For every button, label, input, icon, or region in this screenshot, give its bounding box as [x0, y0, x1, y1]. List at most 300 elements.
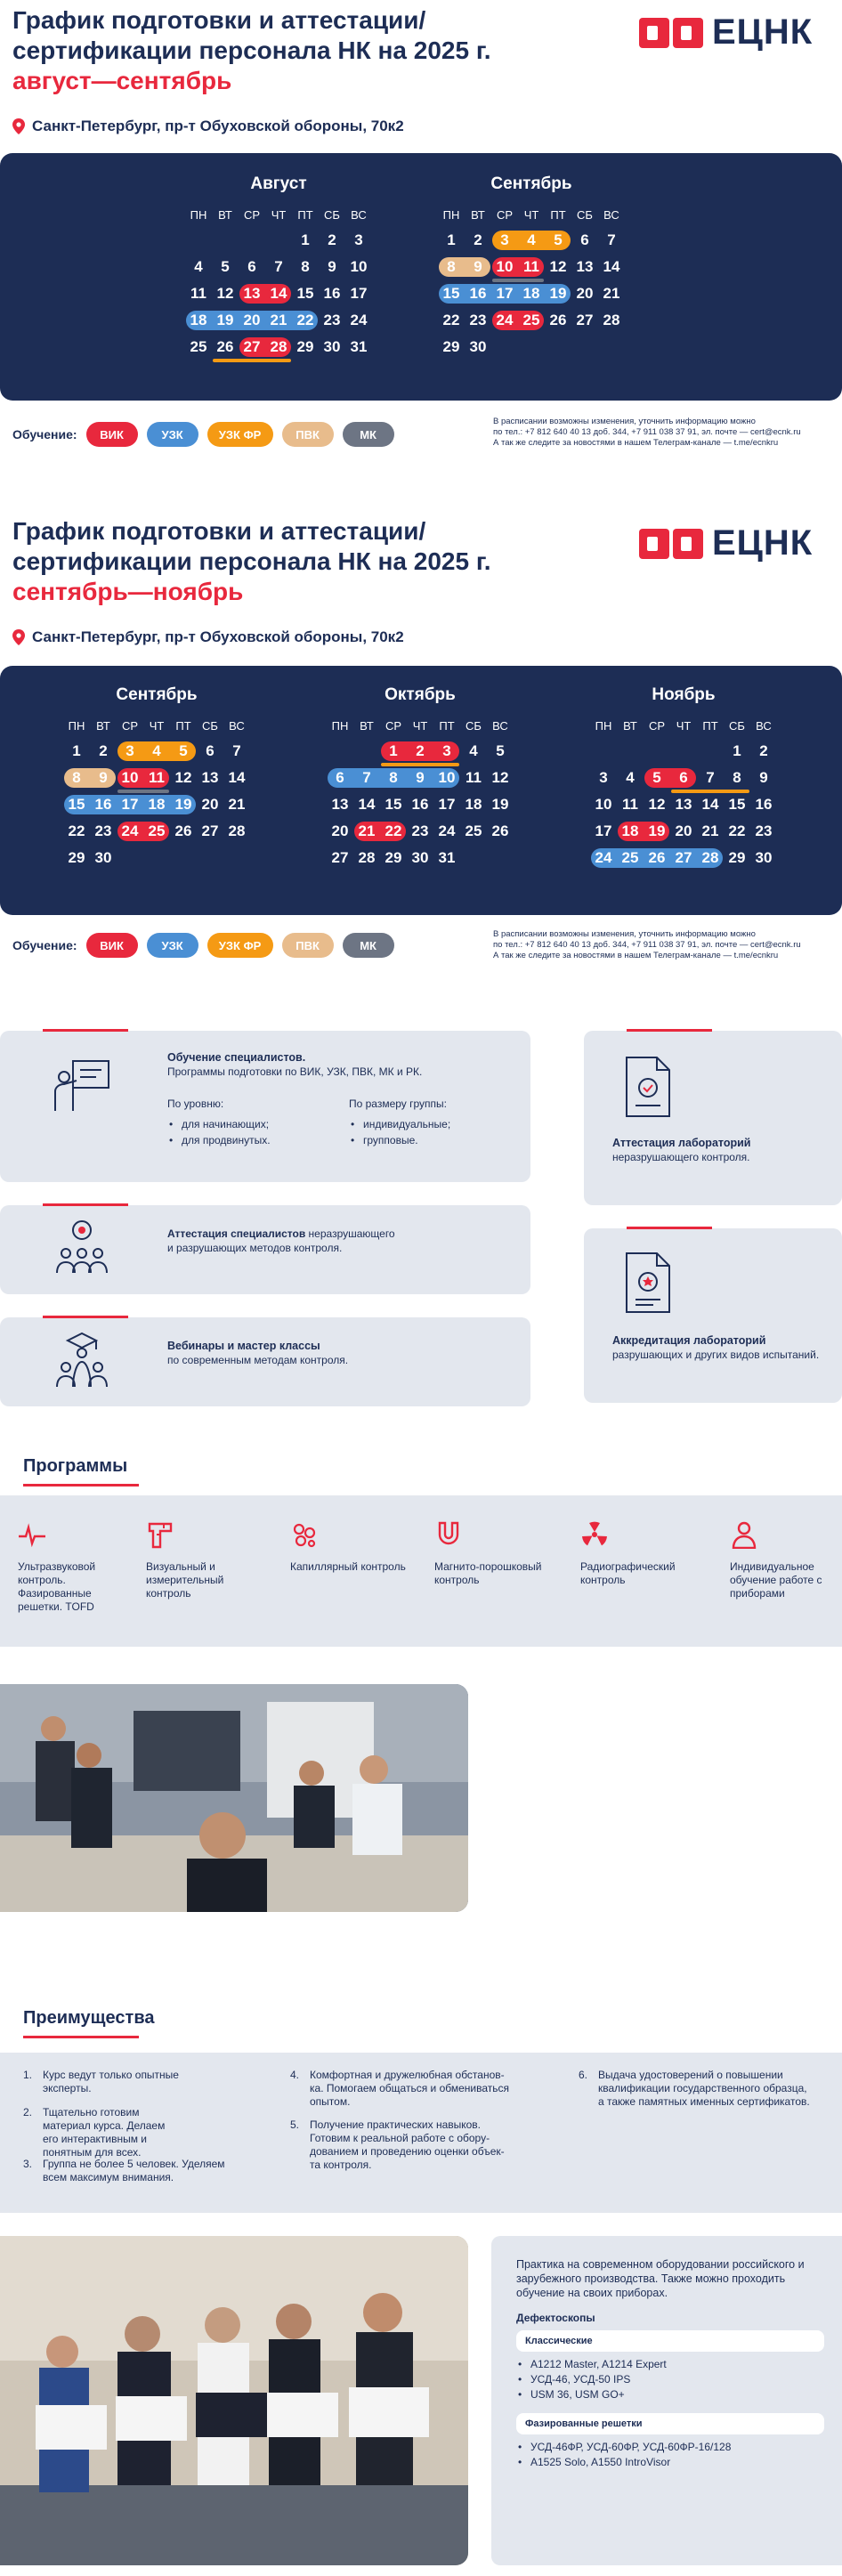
calendar-day: 15 [296, 285, 314, 302]
calendar-day: 7 [232, 742, 241, 759]
equipment-head: Дефектоскопы [516, 2312, 595, 2324]
advantage-text: Группа не более 5 человек. Уделяем всем максимум внимания. [43, 2158, 225, 2183]
list-item: • УСД-46, УСД-50 IPS [516, 2372, 824, 2387]
title-underline [23, 1484, 139, 1486]
weekday-label: ВТ [360, 719, 374, 733]
badge-mk: МК [343, 933, 394, 958]
calendar-day: 7 [274, 258, 283, 275]
calendar-week [185, 254, 372, 280]
calendar-day: 5 [179, 742, 188, 759]
advantage-number: 4. [290, 2069, 300, 2081]
calendar-day: 18 [621, 822, 639, 839]
calendar-day: 28 [270, 338, 287, 355]
calendar-day: 28 [603, 312, 620, 328]
weekday-label: СР [648, 719, 666, 733]
calendar-day: 17 [350, 285, 368, 302]
person-icon [730, 1520, 758, 1549]
schedule2-title-line1: График подготовки и аттестации/ [12, 517, 426, 545]
calendar-day: 22 [68, 822, 85, 839]
magnet-icon [434, 1520, 463, 1549]
calendar-day: 16 [411, 796, 429, 813]
calendar-week [185, 280, 372, 307]
weekday-label: ЧТ [523, 208, 539, 222]
title-underline [23, 2036, 139, 2038]
calendar-day: 1 [389, 742, 398, 759]
schedule2-title-line2: сертификации персонала НК на 2025 г. [12, 547, 491, 575]
course-period-underline [117, 790, 169, 793]
program-item [146, 1520, 262, 1600]
calendar-day: 10 [438, 769, 456, 786]
program-label: Ультразвуковой контроль. Фазированные решетки. TOFD [18, 1560, 96, 1613]
calendar-day: 9 [99, 769, 108, 786]
list-item: • A1525 Solo, A1550 IntroVisor [516, 2455, 824, 2470]
calendar-week [590, 845, 777, 871]
calendar-day: 9 [328, 258, 336, 275]
badge-vik: ВИК [86, 422, 138, 447]
calendar-week [63, 818, 250, 845]
card-training [0, 1031, 530, 1182]
calendar-day: 6 [580, 231, 589, 248]
calendar-day: 30 [755, 849, 773, 866]
calendar-day: 20 [576, 285, 594, 302]
calendar-day: 26 [174, 822, 192, 839]
advantage-number: 6. [579, 2069, 588, 2081]
calendar-day: 19 [174, 796, 192, 813]
calendar-day: 1 [447, 231, 456, 248]
weekday-label: СБ [466, 719, 482, 733]
legend-2 [12, 933, 394, 958]
program-label: Радиографический контроль [580, 1560, 676, 1586]
weekday-label: ВТ [96, 719, 110, 733]
program-item [580, 1520, 696, 1587]
calendar-day: 4 [626, 769, 635, 786]
calendar-day: 30 [323, 338, 341, 355]
note-line3: А так же следите за новостями в нашем Телеграм-канале — t.me/ecnkru [493, 438, 779, 448]
programs-heading [23, 1456, 139, 1486]
calendar-day: 24 [595, 849, 612, 866]
weekday-label: ПТ [175, 719, 191, 733]
calendar-week [63, 765, 250, 791]
certificate-icon [623, 1056, 673, 1118]
attestation-spec-rest: неразрушающего [305, 1227, 395, 1240]
ruler-icon [146, 1520, 174, 1549]
calendar-day: 26 [491, 822, 509, 839]
weekday-label: ВС [603, 208, 619, 222]
calendar-day: 25 [522, 312, 540, 328]
program-label: Индивидуальное обучение работе с приборами [730, 1560, 822, 1600]
calendar-day: 22 [385, 822, 402, 839]
advantage-text: Выдача удостоверений о повышении квалификации государственного образца, а также памятных именных сертификатов. [598, 2069, 810, 2108]
advantages-title: Преимущества [23, 2008, 155, 2028]
radiation-icon [580, 1520, 609, 1549]
logo-text: ЕЦНК [712, 12, 814, 52]
calendar-day: 18 [465, 796, 482, 813]
advantage-text: Комфортная и дружелюбная обстанов-ка. Помогаем общаться и обмениваться опытом. [310, 2069, 510, 2108]
calendar-day: 13 [201, 769, 219, 786]
card-attestation-spec [0, 1205, 530, 1294]
calendar-day: 16 [755, 796, 773, 813]
weekday-row [327, 719, 514, 733]
card-accent [627, 1227, 712, 1229]
calendar-day: 27 [331, 849, 349, 866]
location-pin-icon [12, 629, 25, 645]
calendar-day: 31 [350, 338, 368, 355]
calendar-day: 27 [201, 822, 219, 839]
badge-vik: ВИК [86, 933, 138, 958]
logo-mark-icon [639, 529, 703, 559]
advantage-number: 3. [23, 2158, 33, 2170]
program-item [730, 1520, 837, 1600]
calendar-day: 1 [733, 742, 741, 759]
month-title: Сентябрь [490, 174, 572, 193]
schedule2-header [12, 516, 490, 607]
calendar-day: 22 [728, 822, 746, 839]
program-item [434, 1520, 550, 1587]
calendar-day: 25 [621, 849, 639, 866]
calendar-day: 28 [228, 822, 246, 839]
calendar-day: 5 [652, 769, 661, 786]
calendar-day: 25 [148, 822, 166, 839]
weekday-label: СБ [577, 208, 593, 222]
equipment-classic-title: Классические [516, 2330, 824, 2352]
weekday-label: ПТ [439, 719, 455, 733]
calendar-day: 24 [121, 822, 139, 839]
calendar-day: 3 [500, 231, 509, 248]
calendar-day: 10 [496, 258, 514, 275]
classroom-photo-icon [0, 1684, 468, 1912]
calendar-day: 21 [603, 285, 620, 302]
calendar-day: 18 [190, 312, 207, 328]
calendar-day: 5 [496, 742, 505, 759]
calendar-week [590, 765, 777, 791]
calendar-day: 12 [216, 285, 234, 302]
weekday-row [63, 719, 250, 733]
calendar-day: 13 [243, 285, 261, 302]
calendar-day: 15 [728, 796, 746, 813]
award-group-icon [55, 1218, 109, 1280]
attestation-spec-line2: и разрушающих методов контроля. [167, 1242, 343, 1254]
calendar-day: 2 [99, 742, 108, 759]
month-title: Сентябрь [116, 685, 198, 704]
calendar-day: 23 [94, 822, 112, 839]
calendar-week [185, 227, 372, 254]
calendar-week [327, 845, 514, 871]
calendar-day: 10 [595, 796, 612, 813]
badge-uzk: УЗК [147, 933, 198, 958]
schedule1-title-line2: сертификации персонала НК на 2025 г. [12, 36, 491, 64]
calendar-week [327, 818, 514, 845]
calendar-month-september-2 [50, 685, 263, 871]
calendar-day: 23 [469, 312, 487, 328]
legend-label: Обучение: [12, 427, 77, 441]
note-line3: А так же следите за новостями в нашем Телеграм-канале — t.me/ecnkru [493, 951, 779, 960]
calendar-day: 8 [733, 769, 741, 786]
calendar-day: 13 [576, 258, 594, 275]
equipment-intro: Практика на современном оборудовании российского и зарубежного производства. Также можно проходить обучение на своих приборах. [516, 2258, 805, 2299]
calendar-day: 25 [465, 822, 482, 839]
weekday-label: ПТ [297, 208, 313, 222]
calendar-day: 19 [648, 822, 666, 839]
calendar-day: 19 [549, 285, 567, 302]
weekday-label: ВТ [623, 719, 637, 733]
calendar-week [63, 791, 250, 818]
schedule-note-1 [493, 417, 840, 449]
calendar-day: 9 [759, 769, 768, 786]
weekday-label: СР [385, 719, 402, 733]
calendar-day: 15 [68, 796, 85, 813]
weekday-label: СР [121, 719, 139, 733]
attestation-lab-desc: неразрушающего контроля. [612, 1151, 750, 1163]
advantage-number: 2. [23, 2106, 33, 2118]
accreditation-text [612, 1333, 822, 1362]
calendar-day: 22 [296, 312, 314, 328]
calendar-month-november [577, 685, 790, 871]
program-label: Капиллярный контроль [290, 1560, 406, 1573]
calendar-day: 27 [675, 849, 692, 866]
by-group-title: По размеру группы: [349, 1098, 448, 1110]
program-label: Магнито-порошковый контроль [434, 1560, 542, 1586]
training-heading [167, 1050, 422, 1079]
calendar-day: 20 [331, 822, 349, 839]
advantage-item [579, 2069, 810, 2109]
accreditation-desc: разрушающих и других видов испытаний. [612, 1349, 820, 1361]
weekday-label: ВС [351, 208, 367, 222]
calendar-day: 4 [194, 258, 203, 275]
calendar-day: 28 [701, 849, 719, 866]
calendar-day: 6 [679, 769, 688, 786]
calendar-month-august [172, 174, 385, 360]
note-line1: В расписании возможны изменения, уточнить информацию можно [493, 417, 756, 426]
calendar-day: 4 [152, 742, 161, 759]
calendar-day: 4 [469, 742, 478, 759]
badge-uzk: УЗК [147, 422, 198, 447]
weekday-label: ВТ [471, 208, 485, 222]
attestation-spec-bold: Аттестация специалистов [167, 1227, 306, 1240]
calendar-day: 12 [549, 258, 567, 275]
weekday-label: ПН [595, 719, 612, 733]
advantages-band [0, 2053, 842, 2213]
course-period-underline [213, 359, 291, 362]
calendar-day: 29 [385, 849, 402, 866]
calendar-day: 8 [72, 769, 81, 786]
schedule1-subtitle: август—сентябрь [12, 67, 232, 94]
weekday-label: СР [243, 208, 261, 222]
calendar-month-september [425, 174, 638, 360]
calendar-day: 29 [296, 338, 314, 355]
calendar-day: 19 [491, 796, 509, 813]
calendar-day: 17 [438, 796, 456, 813]
calendar-week [590, 738, 777, 765]
capillary-icon [290, 1520, 319, 1549]
logo [639, 12, 813, 53]
program-item [18, 1520, 134, 1614]
group-photo [0, 2236, 468, 2565]
legend-1 [12, 422, 394, 447]
calendar-week [438, 227, 625, 254]
month-title: Ноябрь [652, 685, 716, 704]
calendar-day: 30 [94, 849, 112, 866]
calendar-day: 3 [442, 742, 451, 759]
calendar-day: 21 [358, 822, 376, 839]
weekday-label: СР [496, 208, 514, 222]
calendar-day: 17 [595, 822, 612, 839]
weekday-row [590, 719, 777, 733]
calendar-day: 13 [331, 796, 349, 813]
calendar-day: 21 [270, 312, 287, 328]
list-item: • USM 36, USM GO+ [516, 2387, 824, 2402]
schedule2-subtitle: сентябрь—ноябрь [12, 578, 244, 605]
attestation-spec-text [167, 1227, 506, 1255]
weekday-label: ПТ [550, 208, 566, 222]
training-title: Обучение специалистов. [167, 1051, 306, 1064]
accreditation-title: Аккредитация лабораторий [612, 1334, 766, 1347]
course-period-underline [492, 279, 544, 282]
weekday-row [438, 208, 625, 222]
calendar-day: 5 [221, 258, 230, 275]
calendar-week [590, 818, 777, 845]
advantage-item [290, 2069, 513, 2109]
advantage-item [23, 2106, 183, 2159]
calendar-week [327, 765, 514, 791]
weekday-label: ЧТ [271, 208, 287, 222]
calendar-week [327, 738, 514, 765]
calendar-week [327, 791, 514, 818]
training-photo [0, 1684, 468, 1912]
list-item: • групповые. [349, 1132, 450, 1148]
calendar-week [185, 307, 372, 334]
training-text: Программы подготовки по ВИК, УЗК, ПВК, МК и РК. [167, 1065, 423, 1078]
advantage-number: 5. [290, 2118, 300, 2131]
calendar-day: 2 [328, 231, 336, 248]
calendar-day: 19 [216, 312, 234, 328]
calendar-day: 14 [270, 285, 287, 302]
calendar-day: 6 [206, 742, 215, 759]
course-period-underline [381, 763, 459, 766]
calendar-day: 17 [496, 285, 514, 302]
logo-text: ЕЦНК [712, 523, 814, 563]
group-photo-icon [0, 2236, 468, 2565]
calendar-day: 31 [438, 849, 456, 866]
logo-mark-icon [639, 18, 703, 48]
schedule1-header [12, 5, 490, 96]
schedule1-title-line1: График подготовки и аттестации/ [12, 6, 426, 34]
advantage-number: 1. [23, 2069, 33, 2081]
graduate-group-icon [55, 1330, 109, 1392]
calendar-day: 22 [442, 312, 460, 328]
card-accent [627, 1029, 712, 1032]
advantage-item [290, 2118, 513, 2172]
calendar-month-october [313, 685, 527, 871]
calendar-day: 28 [358, 849, 376, 866]
note-line2: по тел.: +7 812 640 40 13 доб. 344, +7 911 038 37 91, эл. почте — cert@ecnk.ru [493, 940, 801, 950]
calendar-day: 27 [243, 338, 261, 355]
calendar-day: 21 [701, 822, 719, 839]
legend-label: Обучение: [12, 938, 77, 952]
advantage-item [23, 2069, 183, 2095]
weekday-label: ВС [756, 719, 772, 733]
calendar-day: 20 [675, 822, 692, 839]
weekday-label: ПН [190, 208, 207, 222]
card-accent [43, 1203, 128, 1206]
calendar-day: 23 [323, 312, 341, 328]
month-title: Октябрь [385, 685, 456, 704]
calendar-day: 21 [228, 796, 246, 813]
calendar-day: 30 [411, 849, 429, 866]
note-line2: по тел.: +7 812 640 40 13 доб. 344, +7 911 038 37 91, эл. почте — cert@ecnk.ru [493, 427, 801, 437]
calendar-day: 11 [523, 258, 539, 275]
calendar-week [438, 280, 625, 307]
card-accreditation [584, 1228, 842, 1403]
card-attestation-lab [584, 1031, 842, 1205]
calendar-day: 8 [447, 258, 456, 275]
equipment-panel [491, 2236, 842, 2565]
advantage-text: Получение практических навыков. Готовим к реальной работе с обору-дованием и проведению оценки объек-та контроля. [310, 2118, 505, 2171]
weekday-row [185, 208, 372, 222]
schedule2-address [12, 628, 404, 646]
calendar-day: 2 [416, 742, 425, 759]
badge-uzk-fr: УЗК ФР [207, 933, 273, 958]
by-level-title: По уровню: [167, 1098, 224, 1110]
weekday-label: ЧТ [676, 719, 692, 733]
card-accent [43, 1029, 128, 1032]
calendar-day: 18 [148, 796, 166, 813]
weekday-label: ВТ [218, 208, 232, 222]
calendar-day: 17 [121, 796, 139, 813]
calendar-day: 9 [474, 258, 482, 275]
note-line1: В расписании возможны изменения, уточнить информацию можно [493, 929, 756, 939]
attestation-lab-text [612, 1136, 826, 1164]
program-label: Визуальный и измерительный контроль [146, 1560, 224, 1600]
training-by-level [167, 1097, 271, 1148]
programs-title: Программы [23, 1456, 128, 1476]
calendar-week [590, 791, 777, 818]
weekday-label: ЧТ [412, 719, 428, 733]
calendar-day: 15 [442, 285, 460, 302]
equipment-content [516, 2257, 824, 2470]
badge-uzk-fr: УЗК ФР [207, 422, 273, 447]
weekday-label: ЧТ [149, 719, 165, 733]
calendar-day: 29 [68, 849, 85, 866]
calendar-week [185, 334, 372, 360]
calendar-day: 7 [607, 231, 616, 248]
calendar-day: 3 [599, 769, 608, 786]
schedule1-address [12, 117, 404, 135]
calendar-day: 10 [121, 769, 139, 786]
calendar-day: 16 [323, 285, 341, 302]
list-item: • УСД-46ФР, УСД-60ФР, УСД-60ФР-16/128 [516, 2440, 824, 2455]
card-accent [43, 1316, 128, 1318]
calendar-week [438, 254, 625, 280]
calendar-day: 29 [442, 338, 460, 355]
address-text: Санкт-Петербург, пр-т Обуховской обороны, 70к2 [32, 117, 404, 134]
calendar-day: 15 [385, 796, 402, 813]
schedule-note-2 [493, 929, 840, 961]
weekday-label: СБ [324, 208, 340, 222]
advantage-text: Курс ведут только опытные эксперты. [43, 2069, 179, 2094]
attestation-lab-title: Аттестация лабораторий [612, 1137, 751, 1149]
calendar-day: 24 [496, 312, 514, 328]
address-text: Санкт-Петербург, пр-т Обуховской обороны, 70к2 [32, 628, 404, 645]
calendar-day: 16 [469, 285, 487, 302]
advantage-text: Тщательно готовим материал курса. Делаем его интерактивным и понятным для всех. [43, 2106, 166, 2159]
calendar-day: 5 [554, 231, 563, 248]
list-item: • индивидуальные; [349, 1116, 450, 1132]
weekday-label: ПН [68, 719, 85, 733]
calendar-day: 24 [350, 312, 368, 328]
calendar-day: 14 [701, 796, 719, 813]
training-by-group [349, 1097, 450, 1148]
calendar-day: 11 [466, 769, 482, 786]
